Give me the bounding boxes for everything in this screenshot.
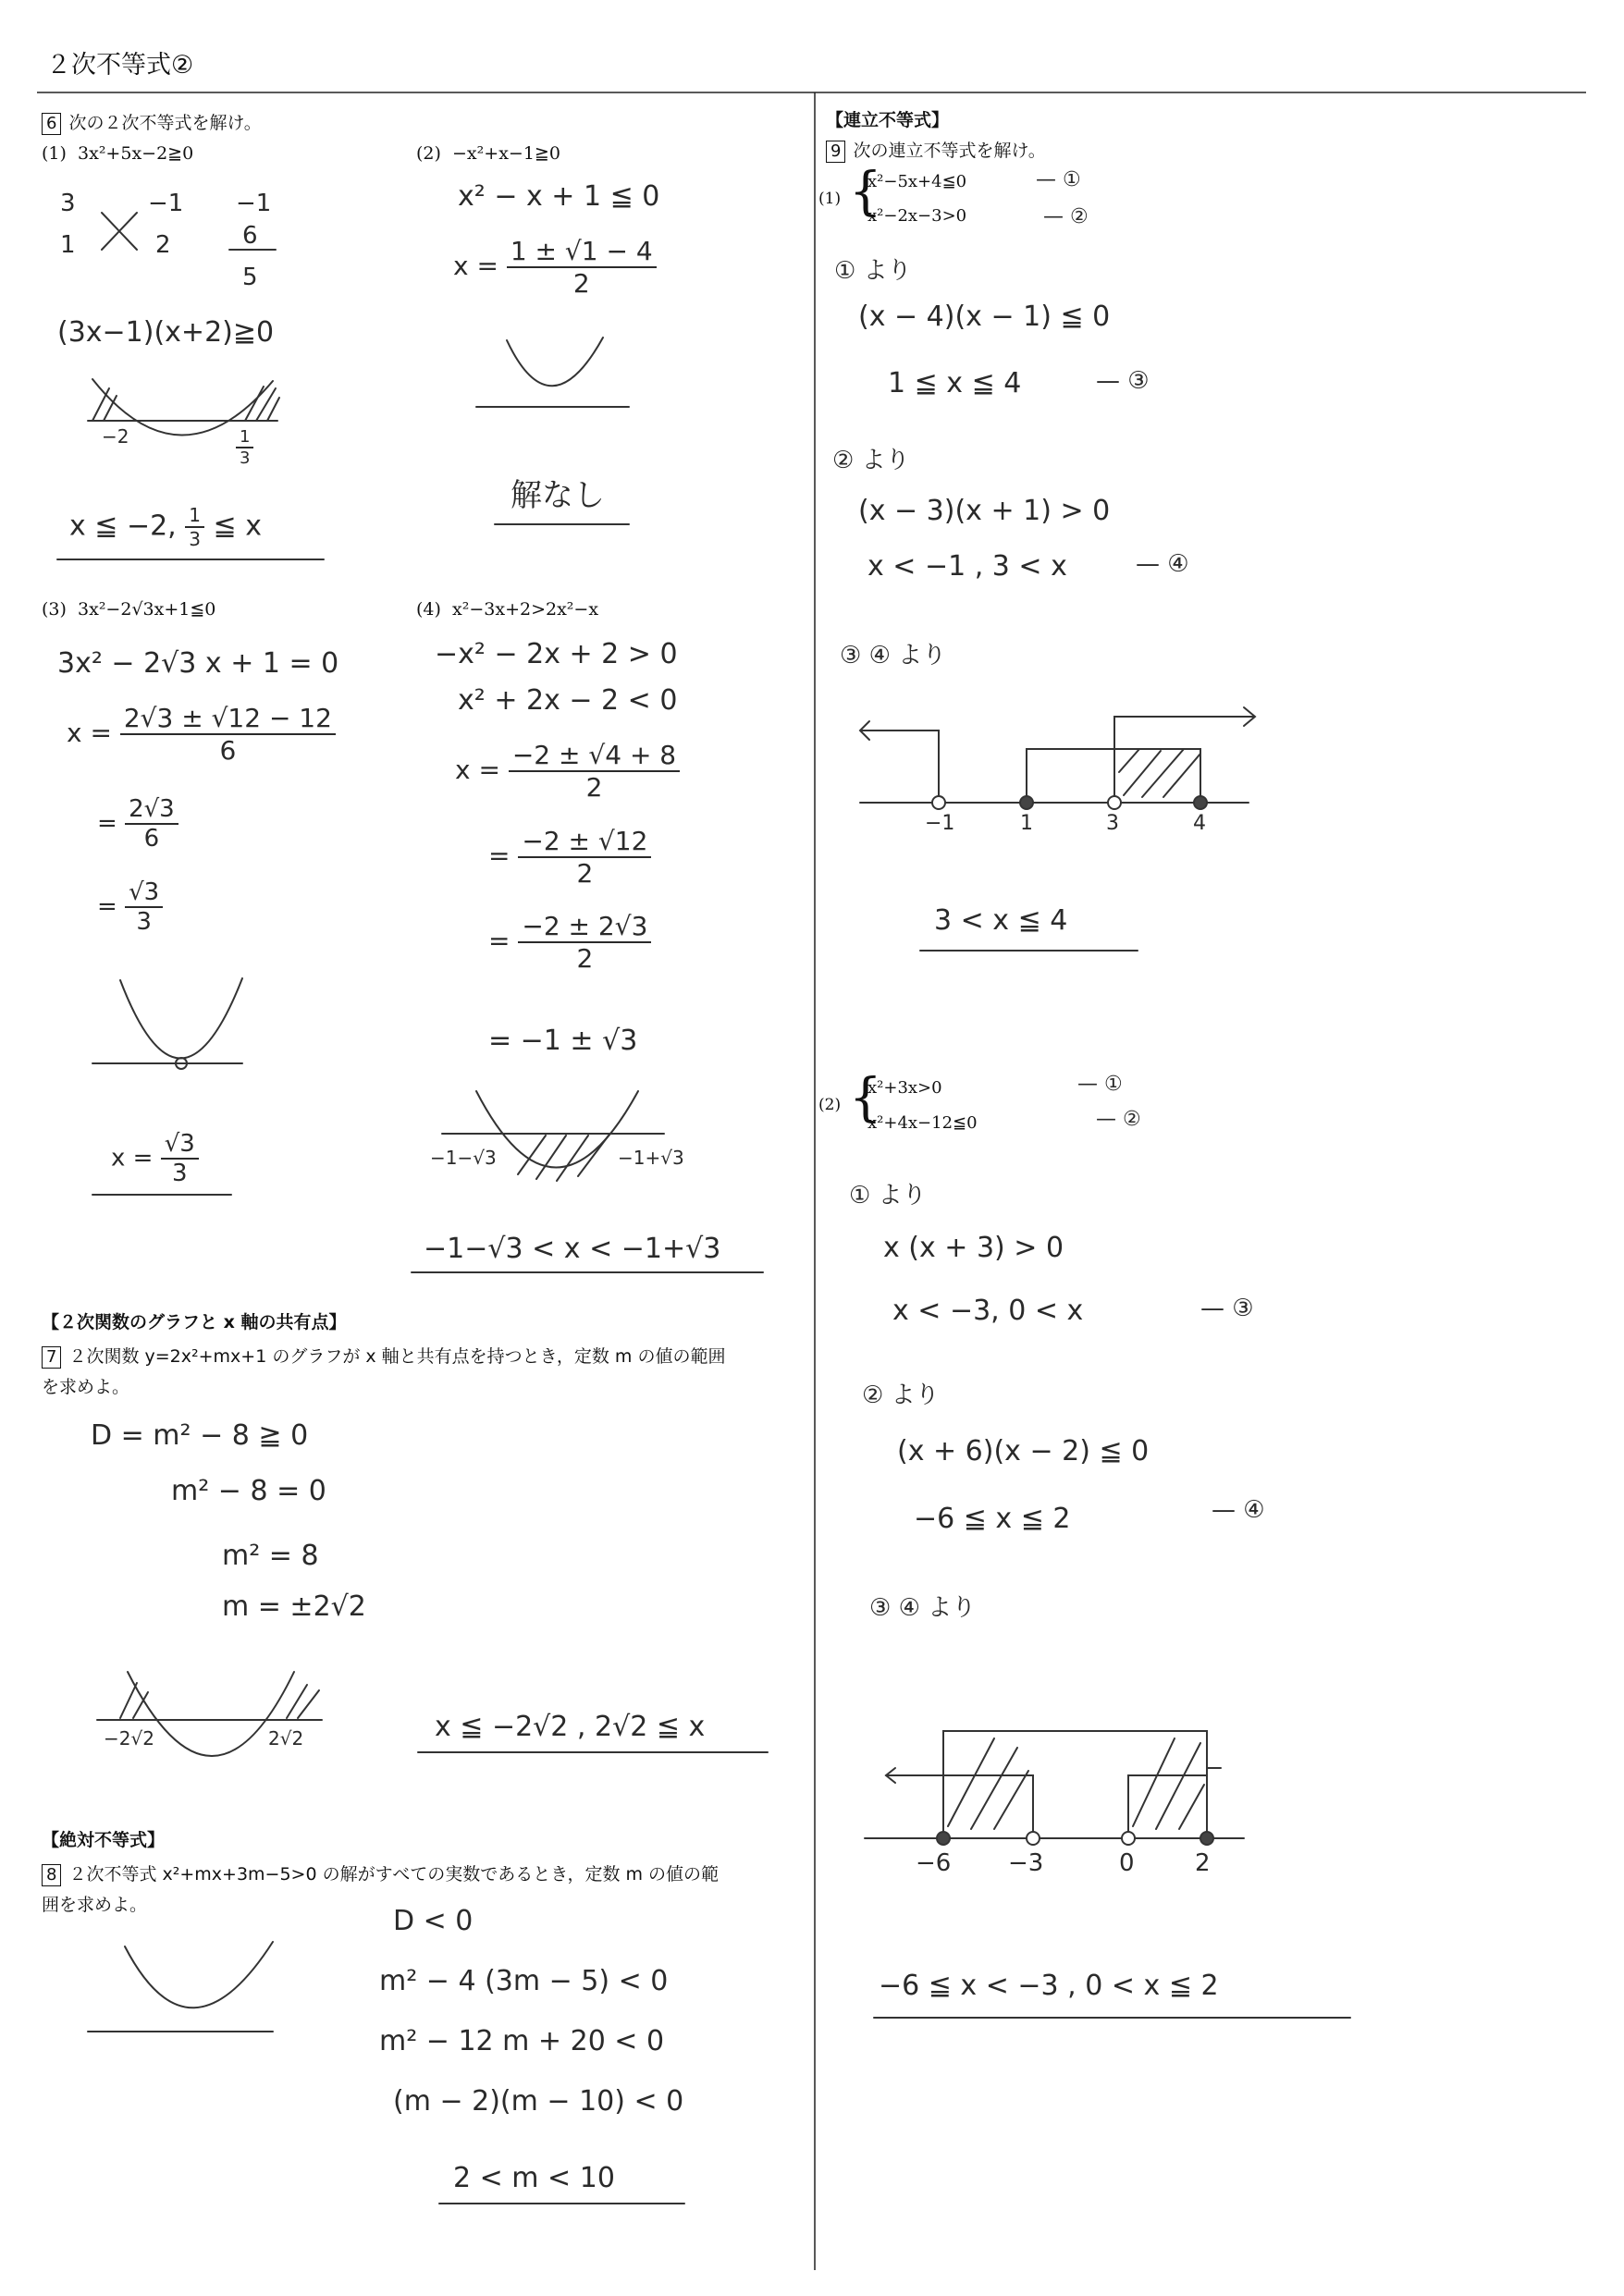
q9-1-a3tag: — ③: [1096, 367, 1150, 395]
hatch-6-4: [518, 1136, 609, 1181]
q6-4-answer: −1−√3 < x < −1+√3: [424, 1233, 721, 1265]
q6-3-step1: 3x² − 2√3 x + 1 = 0: [57, 647, 339, 680]
q6-1-label: (1): [42, 143, 67, 164]
q9-1-a3: 1 ≦ x ≦ 4: [888, 367, 1022, 399]
q6-2-step2: x = $\frac{1 \pm √1 - 4}{2}$: [453, 236, 657, 299]
q7-step3: m² = 8: [222, 1540, 319, 1572]
q7-text-line1: [42, 1343, 725, 1369]
q9-1-b3tag: — ④: [1136, 550, 1189, 578]
q6-number: 6: [42, 113, 61, 135]
cross-sum-5: 5: [242, 264, 258, 291]
q7-section-heading: 【２次関数のグラフと x 軸の共有点】: [42, 1312, 347, 1332]
cross-neg1: −1: [148, 190, 184, 217]
q9-1-tag1: — ①: [1036, 168, 1081, 191]
q9-2-tick-0: 0: [1119, 1849, 1135, 1877]
parabola-6-4: [476, 1091, 638, 1168]
q8-text-line1: [42, 1860, 719, 1886]
q6-2-label: (2): [416, 143, 441, 164]
q6-3-expr: 3x²−2√3x+1≦0: [78, 599, 216, 620]
q9-1-c1: ③ ④ より: [840, 642, 947, 669]
q7-text-line2: を求めよ。: [42, 1377, 130, 1397]
hatch-9-2-a: [948, 1738, 1028, 1829]
q8-section-heading: 【絶対不等式】: [42, 1830, 166, 1850]
q9-2-tick-neg6: −6: [916, 1849, 952, 1877]
q9-1-b1: ② より: [832, 447, 910, 474]
open-point-neg1: [932, 796, 945, 809]
q9-2-brace: {: [849, 1068, 882, 1128]
q6-1-root-b: $\frac{1}{3}$: [236, 427, 253, 468]
cross-3: 3: [60, 190, 76, 217]
q8-number: 8: [42, 1864, 61, 1886]
q8-step3: m² − 12 m + 20 < 0: [379, 2025, 665, 2057]
q9-1-brace: {: [849, 162, 882, 222]
q6-4-step3: x = $\frac{-2 \pm √4 + 8}{2}$: [455, 740, 680, 803]
q7-root-b: 2√2: [268, 1727, 304, 1750]
q9-heading: [826, 137, 1046, 163]
q6-heading: [42, 109, 262, 135]
q7-step4: m = ±2√2: [222, 1590, 366, 1623]
q9-2-b2: (x + 6)(x − 2) ≦ 0: [897, 1435, 1150, 1467]
q9-2-tag2: — ②: [1096, 1108, 1141, 1131]
q8-step1: D < 0: [393, 1905, 474, 1937]
hatch-7-left: [120, 1683, 148, 1718]
q8-answer: 2 < m < 10: [453, 2162, 615, 2194]
q7-number: 7: [42, 1346, 61, 1369]
q8-step2: m² − 4 (3m − 5) < 0: [379, 1965, 669, 1997]
q8-text-line2: 囲を求めよ。: [42, 1895, 148, 1915]
q6-4-root-a: −1−√3: [430, 1147, 497, 1169]
q9-2-tag1: — ①: [1077, 1073, 1123, 1096]
closed-point-4: [1194, 796, 1207, 809]
closed-point-2: [1200, 1832, 1213, 1845]
page-title: ２次不等式②: [46, 51, 194, 80]
q9-1-b3: x < −1 , 3 < x: [867, 550, 1067, 583]
region-9-2-a: [943, 1775, 1033, 1831]
region-9-2-b: [1128, 1775, 1207, 1831]
q9-2-b1: ② より: [862, 1381, 940, 1409]
q9-2-eq2: x²+4x−12≦0: [867, 1113, 978, 1133]
q6-3-problem: [42, 599, 215, 620]
q6-2-answer: 解なし: [511, 477, 605, 514]
q6-3-step4: = $\frac{√3}{3}$: [97, 878, 163, 936]
q6-4-step6: = −1 ± √3: [488, 1025, 638, 1057]
parabola-8: [125, 1942, 273, 2007]
open-point-0: [1122, 1832, 1135, 1845]
q7-text1: ２次関数 y=2x²+mx+1 のグラフが x 軸と共有点を持つとき，定数 m の値の範囲: [68, 1346, 726, 1367]
q6-1-problem: [42, 143, 193, 164]
region-9-1-left: [862, 731, 939, 797]
q6-4-step1: −x² − 2x + 2 > 0: [435, 638, 678, 670]
q6-4-problem: [416, 599, 598, 620]
q6-4-step5: = $\frac{-2 \pm 2√3}{2}$: [488, 911, 651, 974]
cross-2: 2: [155, 231, 171, 259]
q7-answer: x ≦ −2√2 , 2√2 ≦ x: [435, 1711, 706, 1743]
q6-3-step2: x = $\frac{2√3 \pm √12 - 12}{6}$: [67, 703, 336, 766]
region-9-1-right: [1114, 717, 1253, 797]
cross-prod-6: 6: [242, 222, 258, 250]
q6-3-label: (3): [42, 599, 67, 620]
open-point-3: [1108, 796, 1121, 809]
cross-1: 1: [60, 231, 76, 259]
q7-step2: m² − 8 = 0: [171, 1475, 326, 1507]
q6-2-step1: x² − x + 1 ≦ 0: [458, 180, 660, 213]
q8-step4: (m − 2)(m − 10) < 0: [393, 2085, 684, 2118]
q9-2-label: (2): [818, 1096, 842, 1114]
q9-1-tick-1: 1: [1020, 812, 1033, 835]
q8-text1: ２次不等式 x²+mx+3m−5>0 の解がすべての実数であるとき，定数 m の値の範: [68, 1864, 720, 1885]
closed-point-1: [1020, 796, 1033, 809]
q9-2-answer: −6 ≦ x < −3 , 0 < x ≦ 2: [879, 1970, 1219, 2002]
q9-1-a1: ① より: [834, 257, 912, 285]
region-9-2-outer: [943, 1731, 1207, 1831]
q9-text: 次の連立不等式を解け。: [853, 141, 1046, 161]
hatch-9-1: [1119, 749, 1200, 797]
q9-2-tick-2: 2: [1195, 1849, 1211, 1877]
cross-prod-neg1: −1: [236, 190, 272, 217]
q6-text: 次の２次不等式を解け。: [68, 113, 262, 133]
parabola-6-2: [507, 338, 603, 386]
q6-1-answer: x ≦ −2, $\frac{1}{3}$ ≦ x: [69, 504, 262, 550]
q6-4-label: (4): [416, 599, 441, 620]
q6-4-root-b: −1+√3: [618, 1147, 684, 1169]
q6-1-expr: 3x²+5x−2≧0: [78, 143, 194, 164]
q7-root-a: −2√2: [104, 1727, 154, 1750]
q6-1-factored: (3x−1)(x+2)≧0: [57, 316, 275, 349]
q9-1-a2: (x − 4)(x − 1) ≦ 0: [858, 301, 1111, 333]
q9-1-tick-neg1: −1: [925, 812, 955, 835]
q9-2-a3tag: — ③: [1200, 1295, 1254, 1322]
q9-1-eq1: x²−5x+4≦0: [867, 172, 967, 191]
q9-1-tick-4: 4: [1193, 812, 1206, 835]
parabola-6-3: [120, 978, 242, 1059]
q9-2-b3: −6 ≦ x ≦ 2: [914, 1503, 1071, 1535]
q6-4-step4: = $\frac{-2 \pm √12}{2}$: [488, 826, 651, 889]
q6-4-step2: x² + 2x − 2 < 0: [458, 684, 678, 717]
q6-1-root-a: −2: [102, 425, 129, 448]
hatch-9-2-b: [1133, 1738, 1204, 1829]
q9-2-c1: ③ ④ より: [869, 1594, 977, 1622]
q9-number: 9: [826, 141, 845, 163]
q9-2-a2: x (x + 3) > 0: [883, 1232, 1064, 1264]
q6-4-expr: x²−3x+2>2x²−x: [452, 599, 599, 620]
q9-1-b2: (x − 3)(x + 1) > 0: [858, 495, 1111, 527]
hatch-7-right: [287, 1685, 319, 1718]
q9-2-a1: ① より: [849, 1182, 927, 1209]
q9-2-b3tag: — ④: [1212, 1496, 1265, 1524]
q9-2-tick-neg3: −3: [1008, 1849, 1044, 1877]
q9-1-eq2: x²−2x−3>0: [867, 206, 967, 226]
q9-1-label: (1): [818, 190, 842, 208]
q6-3-step3: = $\frac{2√3}{6}$: [97, 795, 178, 853]
q9-section-heading: 【連立不等式】: [826, 110, 950, 130]
closed-point-neg6: [937, 1832, 950, 1845]
q6-2-expr: −x²+x−1≧0: [452, 143, 560, 164]
open-point-neg3: [1027, 1832, 1040, 1845]
q6-2-problem: [416, 143, 560, 164]
q9-2-a3: x < −3, 0 < x: [892, 1295, 1084, 1327]
q6-3-answer: x = $\frac{√3}{3}$: [111, 1130, 199, 1187]
q9-1-tick-3: 3: [1106, 812, 1119, 835]
q9-1-tag2: — ②: [1043, 205, 1089, 228]
q9-1-answer: 3 < x ≦ 4: [934, 904, 1068, 937]
q9-2-eq1: x²+3x>0: [867, 1078, 942, 1098]
q7-step1: D = m² − 8 ≧ 0: [91, 1419, 309, 1452]
